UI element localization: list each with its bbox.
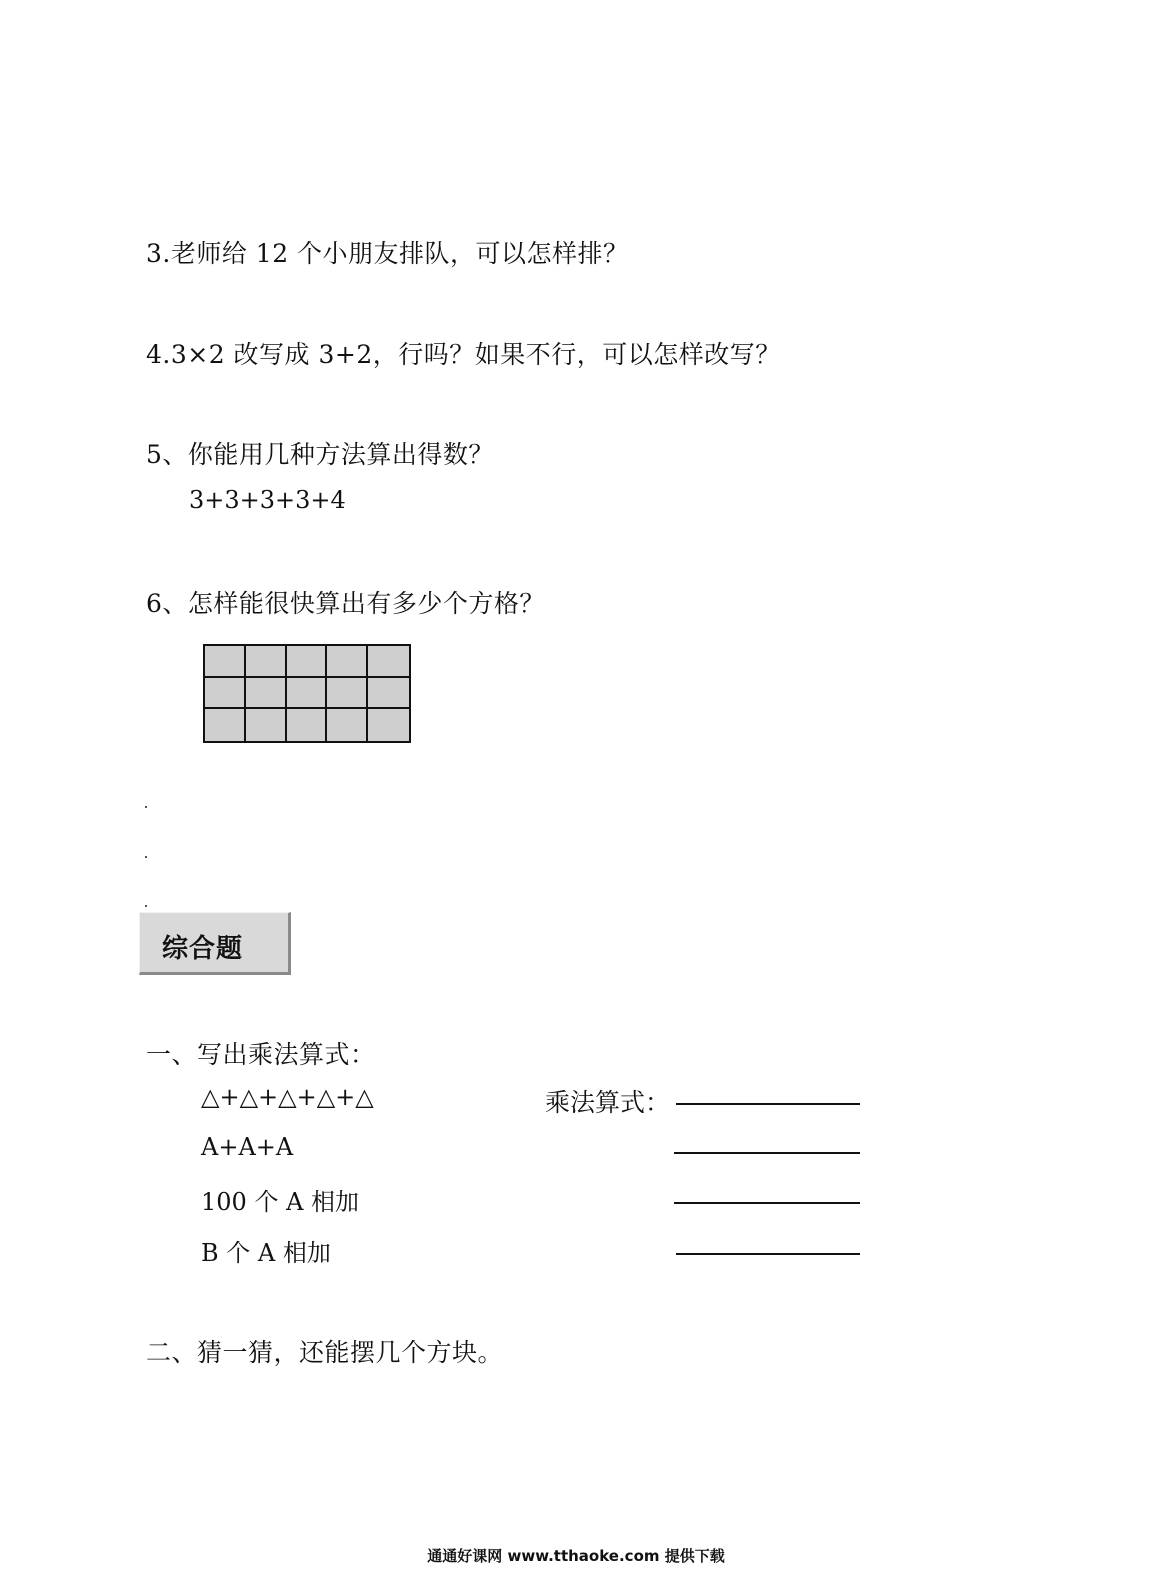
- part-1-item: A+A+A: [201, 1133, 294, 1161]
- grid-cell: [205, 678, 246, 710]
- part-1-item: B 个 A 相加: [201, 1239, 331, 1267]
- grid-cell: [246, 678, 287, 710]
- grid-cell: [368, 678, 409, 710]
- grid-cell: [368, 709, 409, 741]
- grid-cell: [327, 709, 368, 741]
- question-5: 5、你能用几种方法算出得数？: [146, 440, 494, 469]
- grid-cell: [287, 709, 328, 741]
- question-6: 6、怎样能很快算出有多少个方格？: [146, 589, 545, 618]
- grid-cell: [327, 678, 368, 710]
- square-grid: [203, 644, 411, 743]
- answer-blank[interactable]: [676, 1103, 860, 1105]
- part-1-title: 一、写出乘法算式：: [146, 1040, 376, 1069]
- question-4: 4.3×2 改写成 3+2，行吗？如果不行，可以怎样改写？: [146, 340, 781, 369]
- stray-dot: [145, 856, 147, 858]
- answer-blank[interactable]: [674, 1152, 860, 1154]
- stray-dot: [145, 905, 147, 907]
- answer-blank[interactable]: [674, 1202, 860, 1204]
- part-1-item: △+△+△+△+△: [201, 1083, 374, 1111]
- grid-cell: [246, 709, 287, 741]
- grid-cell: [205, 709, 246, 741]
- section-title: 综合题: [162, 934, 244, 964]
- answer-blank[interactable]: [676, 1253, 860, 1255]
- stray-dot: [145, 806, 147, 808]
- grid-cell: [246, 646, 287, 678]
- part-2-title: 二、猜一猜，还能摆几个方块。: [146, 1338, 504, 1367]
- grid-cell: [368, 646, 409, 678]
- grid-cell: [287, 678, 328, 710]
- question-5-expression: 3+3+3+3+4: [189, 486, 346, 514]
- grid-cell: [205, 646, 246, 678]
- part-1-item: 100 个 A 相加: [201, 1188, 360, 1216]
- question-3: 3.老师给 12 个小朋友排队，可以怎样排？: [146, 239, 629, 268]
- grid-cell: [287, 646, 328, 678]
- multiplication-label: 乘法算式：: [545, 1088, 671, 1117]
- section-header: [139, 912, 291, 975]
- footer-text: 通通好课网 www.tthaoke.com 提供下载: [427, 1547, 725, 1565]
- grid-cell: [327, 646, 368, 678]
